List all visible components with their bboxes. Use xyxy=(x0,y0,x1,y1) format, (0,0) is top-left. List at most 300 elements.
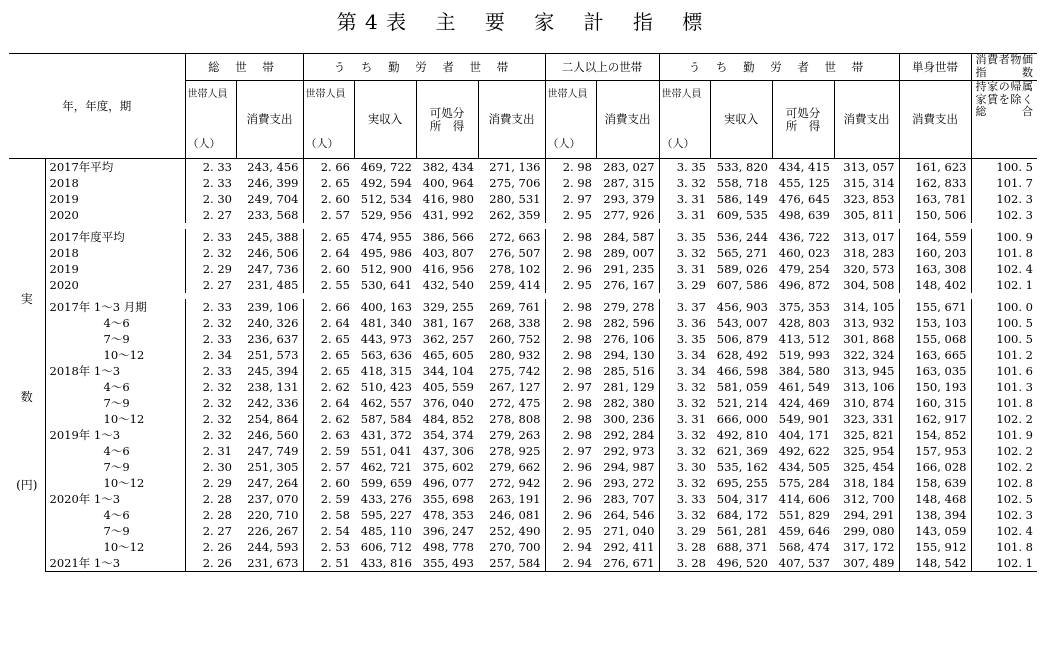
value-cell: 100. 5 xyxy=(971,315,1037,331)
value-cell: 161, 623 xyxy=(899,159,971,176)
value-cell: 163, 308 xyxy=(899,261,971,277)
value-cell: 102. 1 xyxy=(971,555,1037,572)
value-cell: 2. 57 xyxy=(303,459,354,475)
value-cell: 2. 94 xyxy=(545,555,596,572)
value-cell: 263, 191 xyxy=(489,492,541,506)
value-cell: 2. 32 xyxy=(185,427,236,443)
value-cell: 2. 34 xyxy=(185,347,236,363)
table-row xyxy=(9,347,1037,363)
value-cell: 318, 184 xyxy=(843,476,895,490)
value-cell: 404, 171 xyxy=(778,428,830,442)
value-cell: 2. 27 xyxy=(185,277,236,293)
value-cell: 2. 51 xyxy=(303,555,354,572)
value-cell: 285, 516 xyxy=(603,364,655,378)
value-cell: 465, 605 xyxy=(422,348,474,362)
value-cell: 469, 722 xyxy=(360,160,412,174)
value-cell: 101. 9 xyxy=(971,427,1037,443)
value-cell: 433, 816 xyxy=(354,555,416,572)
table-row xyxy=(9,395,1037,411)
value-cell: 436, 722 xyxy=(778,230,830,244)
value-cell: 157, 953 xyxy=(899,443,971,459)
value-cell: 3. 35 xyxy=(659,331,710,347)
value-cell: 315, 314 xyxy=(843,176,895,190)
value-cell: 320, 573 xyxy=(843,262,895,276)
value-cell: 276, 671 xyxy=(596,555,659,572)
value-cell: 294, 987 xyxy=(603,460,655,474)
value-cell: 551, 829 xyxy=(778,508,830,522)
value-cell: 543, 007 xyxy=(716,316,768,330)
value-cell: 510, 423 xyxy=(360,380,412,394)
value-cell: 160, 315 xyxy=(899,395,971,411)
value-cell: 386, 566 xyxy=(422,230,474,244)
value-cell: 535, 162 xyxy=(716,460,768,474)
value-cell: 2. 65 xyxy=(303,363,354,379)
value-cell: 3. 30 xyxy=(659,459,710,475)
value-cell: 2. 33 xyxy=(185,331,236,347)
value-cell: 432, 540 xyxy=(422,278,474,292)
value-cell: 3. 32 xyxy=(659,475,710,491)
row-label: 4～6 xyxy=(103,444,130,458)
value-cell: 3. 35 xyxy=(659,229,710,245)
value-cell: 101. 3 xyxy=(971,379,1037,395)
value-cell: 466, 598 xyxy=(716,364,768,378)
value-cell: 2. 33 xyxy=(185,175,236,191)
value-cell: 529, 956 xyxy=(360,208,412,222)
row-label: 7～9 xyxy=(103,332,130,346)
value-cell: 586, 149 xyxy=(716,192,768,206)
value-cell: 292, 411 xyxy=(603,540,655,554)
row-label-header: 年，年度，期 xyxy=(9,54,185,159)
row-label: 2020 xyxy=(49,278,79,292)
value-cell: 512, 900 xyxy=(360,262,412,276)
value-cell: 245, 394 xyxy=(247,364,299,378)
value-cell: 431, 372 xyxy=(360,428,412,442)
value-cell: 496, 077 xyxy=(422,476,474,490)
value-cell: 312, 700 xyxy=(843,492,895,506)
value-cell: 437, 306 xyxy=(422,444,474,458)
value-cell: 267, 127 xyxy=(489,380,541,394)
value-cell: 530, 641 xyxy=(360,278,412,292)
value-cell: 407, 537 xyxy=(772,555,834,572)
row-label: 7～9 xyxy=(103,460,130,474)
value-cell: 536, 244 xyxy=(716,230,768,244)
row-label: 2017年平均 xyxy=(49,160,114,174)
value-cell: 695, 255 xyxy=(716,476,768,490)
value-cell: 271, 136 xyxy=(489,160,541,174)
table-row xyxy=(9,207,1037,223)
value-cell: 3. 35 xyxy=(659,159,710,176)
value-cell: 164, 559 xyxy=(899,229,971,245)
value-cell: 220, 710 xyxy=(247,508,299,522)
value-cell: 2. 98 xyxy=(545,363,596,379)
value-cell: 595, 227 xyxy=(360,508,412,522)
col-members-total: 世帯人員 （人） xyxy=(185,81,236,159)
value-cell: 280, 531 xyxy=(489,192,541,206)
value-cell: 252, 490 xyxy=(489,524,541,538)
value-cell: 155, 068 xyxy=(899,331,971,347)
value-cell: 2. 30 xyxy=(185,191,236,207)
row-label: 10～12 xyxy=(103,412,145,426)
row-label: 7～9 xyxy=(103,524,130,538)
value-cell: 246, 506 xyxy=(247,246,299,260)
value-cell: 329, 255 xyxy=(422,300,474,314)
value-cell: 233, 568 xyxy=(247,208,299,222)
value-cell: 403, 807 xyxy=(422,246,474,260)
table-row xyxy=(9,491,1037,507)
col-cpi-sub: 持家の帰属家賃を除く総合 xyxy=(971,81,1037,159)
value-cell: 2. 60 xyxy=(303,261,354,277)
value-cell: 279, 278 xyxy=(603,300,655,314)
value-cell: 2. 66 xyxy=(303,299,354,315)
value-cell: 283, 027 xyxy=(603,160,655,174)
table-row xyxy=(9,229,1037,245)
table-body xyxy=(9,159,1037,572)
value-cell: 282, 380 xyxy=(603,396,655,410)
value-cell: 2. 59 xyxy=(303,491,354,507)
value-cell: 519, 993 xyxy=(778,348,830,362)
table-row xyxy=(9,315,1037,331)
value-cell: 101. 8 xyxy=(971,245,1037,261)
value-cell: 2. 95 xyxy=(545,523,596,539)
value-cell: 163, 035 xyxy=(899,363,971,379)
value-cell: 3. 32 xyxy=(659,175,710,191)
value-cell: 462, 557 xyxy=(360,396,412,410)
value-cell: 272, 663 xyxy=(489,230,541,244)
value-cell: 154, 852 xyxy=(899,427,971,443)
value-cell: 162, 917 xyxy=(899,411,971,427)
value-cell: 271, 040 xyxy=(603,524,655,538)
value-cell: 2. 60 xyxy=(303,475,354,491)
col-consumption-single: 消費支出 xyxy=(899,81,971,159)
group-two-plus-workers: う ち 勤 労 者 世 帯 xyxy=(659,54,899,81)
value-cell: 479, 254 xyxy=(778,262,830,276)
value-cell: 416, 980 xyxy=(422,192,474,206)
value-cell: 344, 104 xyxy=(422,364,474,378)
value-cell: 431, 992 xyxy=(422,208,474,222)
value-cell: 259, 414 xyxy=(489,278,541,292)
value-cell: 2. 28 xyxy=(185,491,236,507)
row-label: 2019 xyxy=(49,192,79,206)
value-cell: 424, 469 xyxy=(778,396,830,410)
row-label: 2018 xyxy=(49,246,79,260)
table-row xyxy=(9,443,1037,459)
value-cell: 355, 698 xyxy=(422,492,474,506)
value-cell: 2. 60 xyxy=(303,191,354,207)
value-cell: 246, 560 xyxy=(247,428,299,442)
value-cell: 2. 54 xyxy=(303,523,354,539)
value-cell: 3. 32 xyxy=(659,245,710,261)
value-cell: 162, 833 xyxy=(899,175,971,191)
value-cell: 2. 31 xyxy=(185,443,236,459)
value-cell: 292, 973 xyxy=(603,444,655,458)
value-cell: 153, 103 xyxy=(899,315,971,331)
value-cell: 231, 673 xyxy=(236,555,303,572)
value-cell: 504, 317 xyxy=(716,492,768,506)
group-cpi: 消費者物価指数 xyxy=(971,54,1037,81)
value-cell: 2. 96 xyxy=(545,491,596,507)
value-cell: 549, 901 xyxy=(778,412,830,426)
value-cell: 226, 267 xyxy=(247,524,299,538)
value-cell: 275, 742 xyxy=(489,364,541,378)
side-label-b: 数 xyxy=(20,390,33,404)
table-row xyxy=(9,379,1037,395)
value-cell: 2. 94 xyxy=(545,539,596,555)
value-cell: 102. 3 xyxy=(971,507,1037,523)
value-cell: 247, 264 xyxy=(247,476,299,490)
table-row xyxy=(9,277,1037,293)
value-cell: 2. 29 xyxy=(185,475,236,491)
table-row xyxy=(9,191,1037,207)
value-cell: 3. 32 xyxy=(659,443,710,459)
value-cell: 292, 284 xyxy=(603,428,655,442)
value-cell: 294, 130 xyxy=(603,348,655,362)
value-cell: 155, 671 xyxy=(899,299,971,315)
value-cell: 496, 520 xyxy=(710,555,772,572)
row-label: 4～6 xyxy=(103,380,130,394)
value-cell: 2. 98 xyxy=(545,245,596,261)
value-cell: 247, 736 xyxy=(247,262,299,276)
value-cell: 272, 475 xyxy=(489,396,541,410)
value-cell: 455, 125 xyxy=(778,176,830,190)
value-cell: 3. 32 xyxy=(659,507,710,523)
value-cell: 2. 98 xyxy=(545,299,596,315)
value-cell: 307, 489 xyxy=(834,555,899,572)
value-cell: 100. 0 xyxy=(971,299,1037,315)
value-cell: 456, 903 xyxy=(716,300,768,314)
value-cell: 270, 700 xyxy=(489,540,541,554)
value-cell: 2. 98 xyxy=(545,229,596,245)
value-cell: 492, 594 xyxy=(360,176,412,190)
table-row xyxy=(9,159,1037,176)
value-cell: 242, 336 xyxy=(247,396,299,410)
table-row xyxy=(9,475,1037,491)
value-cell: 143, 059 xyxy=(899,523,971,539)
value-cell: 238, 131 xyxy=(247,380,299,394)
table-row xyxy=(9,411,1037,427)
value-cell: 268, 338 xyxy=(489,316,541,330)
value-cell: 101. 2 xyxy=(971,347,1037,363)
value-cell: 2. 65 xyxy=(303,229,354,245)
row-label: 2018 xyxy=(49,176,79,190)
value-cell: 3. 31 xyxy=(659,207,710,223)
col-members-two-plus-workers: 世帯人員 （人） xyxy=(659,81,710,159)
value-cell: 2. 62 xyxy=(303,379,354,395)
value-cell: 293, 272 xyxy=(603,476,655,490)
value-cell: 2. 97 xyxy=(545,443,596,459)
value-cell: 322, 324 xyxy=(843,348,895,362)
row-label: 2019年 1～3 xyxy=(49,428,121,442)
value-cell: 148, 468 xyxy=(899,491,971,507)
row-label: 2020年 1～3 xyxy=(49,492,121,506)
value-cell: 100. 5 xyxy=(971,331,1037,347)
group-single-households: 単身世帯 xyxy=(899,54,971,81)
value-cell: 317, 172 xyxy=(843,540,895,554)
value-cell: 251, 305 xyxy=(247,460,299,474)
value-cell: 2. 33 xyxy=(185,229,236,245)
value-cell: 260, 752 xyxy=(489,332,541,346)
value-cell: 666, 000 xyxy=(716,412,768,426)
row-label: 10～12 xyxy=(103,540,145,554)
value-cell: 2. 64 xyxy=(303,315,354,331)
col-disposable-two-plus-workers: 可処分所 得 xyxy=(772,81,834,159)
value-cell: 3. 31 xyxy=(659,411,710,427)
table-row xyxy=(9,523,1037,539)
value-cell: 512, 534 xyxy=(360,192,412,206)
value-cell: 2. 98 xyxy=(545,427,596,443)
value-cell: 2. 64 xyxy=(303,395,354,411)
value-cell: 102. 4 xyxy=(971,261,1037,277)
col-consumption-total-workers: 消費支出 xyxy=(478,81,545,159)
value-cell: 277, 926 xyxy=(603,208,655,222)
value-cell: 2. 32 xyxy=(185,245,236,261)
value-cell: 2. 58 xyxy=(303,507,354,523)
col-members-two-plus: 世帯人員 （人） xyxy=(545,81,596,159)
value-cell: 282, 596 xyxy=(603,316,655,330)
value-cell: 443, 973 xyxy=(360,332,412,346)
value-cell: 254, 864 xyxy=(247,412,299,426)
value-cell: 382, 434 xyxy=(422,160,474,174)
value-cell: 2. 62 xyxy=(303,411,354,427)
value-cell: 100. 9 xyxy=(971,229,1037,245)
value-cell: 300, 236 xyxy=(603,412,655,426)
value-cell: 3. 29 xyxy=(659,277,710,293)
value-cell: 102. 3 xyxy=(971,207,1037,223)
side-label-a: 実 xyxy=(20,292,33,306)
value-cell: 2. 27 xyxy=(185,523,236,539)
household-indicators-table xyxy=(9,53,1037,572)
value-cell: 376, 040 xyxy=(422,396,474,410)
row-label: 2019 xyxy=(49,262,79,276)
value-cell: 362, 257 xyxy=(422,332,474,346)
table-row xyxy=(9,539,1037,555)
value-cell: 3. 37 xyxy=(659,299,710,315)
side-label xyxy=(9,159,45,572)
value-cell: 2. 65 xyxy=(303,331,354,347)
value-cell: 2. 98 xyxy=(545,175,596,191)
value-cell: 2. 64 xyxy=(303,245,354,261)
value-cell: 581, 059 xyxy=(716,380,768,394)
value-cell: 325, 454 xyxy=(843,460,895,474)
value-cell: 101. 8 xyxy=(971,395,1037,411)
value-cell: 278, 102 xyxy=(489,262,541,276)
value-cell: 396, 247 xyxy=(422,524,474,538)
table-row xyxy=(9,427,1037,443)
value-cell: 476, 645 xyxy=(778,192,830,206)
value-cell: 416, 956 xyxy=(422,262,474,276)
value-cell: 280, 932 xyxy=(489,348,541,362)
value-cell: 279, 662 xyxy=(489,460,541,474)
value-cell: 433, 276 xyxy=(360,492,412,506)
group-two-plus-households: 二人以上の世帯 xyxy=(545,54,659,81)
value-cell: 304, 508 xyxy=(843,278,895,292)
value-cell: 158, 639 xyxy=(899,475,971,491)
value-cell: 413, 512 xyxy=(778,332,830,346)
value-cell: 2. 26 xyxy=(185,539,236,555)
value-cell: 2. 96 xyxy=(545,475,596,491)
col-income-total-workers: 実収入 xyxy=(354,81,416,159)
value-cell: 305, 811 xyxy=(843,208,895,222)
value-cell: 257, 584 xyxy=(478,555,545,572)
value-cell: 3. 29 xyxy=(659,523,710,539)
value-cell: 599, 659 xyxy=(360,476,412,490)
value-cell: 287, 315 xyxy=(603,176,655,190)
value-cell: 575, 284 xyxy=(778,476,830,490)
value-cell: 2. 32 xyxy=(185,315,236,331)
value-cell: 249, 704 xyxy=(247,192,299,206)
value-cell: 246, 081 xyxy=(489,508,541,522)
value-cell: 609, 535 xyxy=(716,208,768,222)
table-row xyxy=(9,507,1037,523)
value-cell: 481, 340 xyxy=(360,316,412,330)
value-cell: 2. 98 xyxy=(545,315,596,331)
table-row xyxy=(9,299,1037,315)
value-cell: 354, 374 xyxy=(422,428,474,442)
value-cell: 276, 507 xyxy=(489,246,541,260)
value-cell: 313, 106 xyxy=(843,380,895,394)
value-cell: 2. 33 xyxy=(185,299,236,315)
value-cell: 459, 646 xyxy=(778,524,830,538)
value-cell: 533, 820 xyxy=(716,160,768,174)
value-cell: 275, 706 xyxy=(489,176,541,190)
value-cell: 251, 573 xyxy=(247,348,299,362)
value-cell: 628, 492 xyxy=(716,348,768,362)
value-cell: 243, 456 xyxy=(247,160,299,174)
value-cell: 313, 057 xyxy=(843,160,895,174)
value-cell: 2. 96 xyxy=(545,261,596,277)
side-label-c: (円) xyxy=(16,478,38,492)
value-cell: 484, 852 xyxy=(422,412,474,426)
value-cell: 3. 36 xyxy=(659,315,710,331)
value-cell: 283, 707 xyxy=(603,492,655,506)
value-cell: 3. 33 xyxy=(659,491,710,507)
value-cell: 276, 167 xyxy=(603,278,655,292)
row-label: 4～6 xyxy=(103,508,130,522)
value-cell: 492, 810 xyxy=(716,428,768,442)
value-cell: 2. 96 xyxy=(545,459,596,475)
col-members-total-workers: 世帯人員 （人） xyxy=(303,81,354,159)
value-cell: 2. 98 xyxy=(545,159,596,176)
value-cell: 461, 549 xyxy=(778,380,830,394)
value-cell: 2. 98 xyxy=(545,411,596,427)
value-cell: 102. 2 xyxy=(971,459,1037,475)
value-cell: 2. 57 xyxy=(303,207,354,223)
value-cell: 521, 214 xyxy=(716,396,768,410)
value-cell: 163, 781 xyxy=(899,191,971,207)
value-cell: 276, 106 xyxy=(603,332,655,346)
value-cell: 102. 5 xyxy=(971,491,1037,507)
value-cell: 2. 97 xyxy=(545,191,596,207)
row-label: 2017年 1～3 月期 xyxy=(49,300,147,314)
value-cell: 551, 041 xyxy=(360,444,412,458)
value-cell: 323, 331 xyxy=(843,412,895,426)
value-cell: 313, 017 xyxy=(843,230,895,244)
value-cell: 236, 637 xyxy=(247,332,299,346)
value-cell: 245, 388 xyxy=(247,230,299,244)
value-cell: 269, 761 xyxy=(489,300,541,314)
value-cell: 102. 8 xyxy=(971,475,1037,491)
value-cell: 621, 369 xyxy=(716,444,768,458)
value-cell: 2. 27 xyxy=(185,207,236,223)
value-cell: 150, 193 xyxy=(899,379,971,395)
value-cell: 160, 203 xyxy=(899,245,971,261)
value-cell: 565, 271 xyxy=(716,246,768,260)
value-cell: 279, 263 xyxy=(489,428,541,442)
value-cell: 589, 026 xyxy=(716,262,768,276)
value-cell: 264, 546 xyxy=(603,508,655,522)
value-cell: 485, 110 xyxy=(360,524,412,538)
row-label: 2020 xyxy=(49,208,79,222)
value-cell: 568, 474 xyxy=(778,540,830,554)
